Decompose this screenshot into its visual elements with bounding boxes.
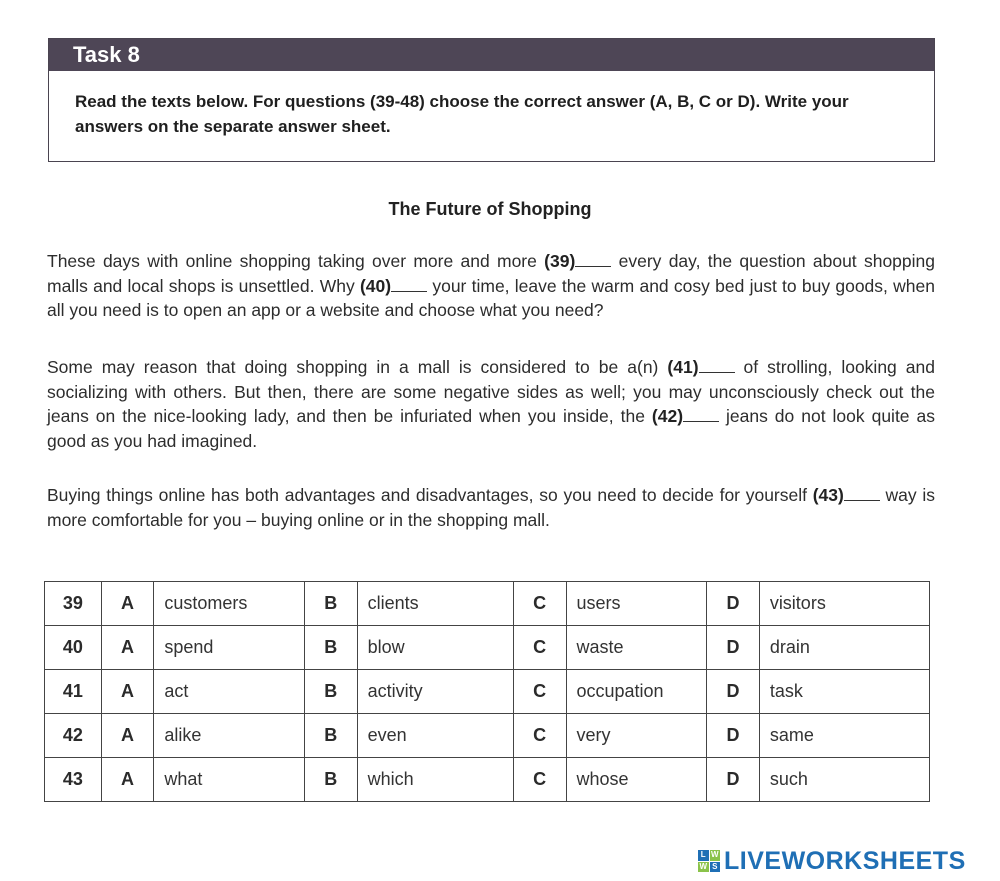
task-header: Task 8 — [49, 39, 934, 71]
task-box — [48, 38, 935, 162]
option-letter-d: D — [707, 758, 760, 802]
table-row — [45, 670, 930, 714]
option-d[interactable]: task — [759, 670, 929, 714]
logo-icon-letter: L — [698, 850, 709, 861]
gap-blank-39[interactable] — [575, 252, 611, 267]
option-b[interactable]: even — [357, 714, 513, 758]
option-letter-d: D — [707, 670, 760, 714]
logo-icon-letter: S — [710, 862, 721, 873]
option-letter-b: B — [304, 582, 357, 626]
option-letter-d: D — [707, 714, 760, 758]
option-letter-a: A — [101, 714, 154, 758]
option-letter-a: A — [101, 582, 154, 626]
logo-text: LIVEWORKSHEETS — [724, 846, 966, 875]
logo-icon-letter: W — [710, 850, 719, 859]
text-title: The Future of Shopping — [388, 199, 592, 219]
option-letter-c: C — [513, 758, 566, 802]
paragraph-text: way is more comfortable for you – buying online or in the shopping mall. — [47, 485, 936, 530]
gap-label-42: (42) — [651, 406, 684, 426]
option-letter-b: B — [304, 758, 357, 802]
option-a[interactable]: what — [154, 758, 305, 802]
option-d[interactable]: same — [759, 714, 929, 758]
option-a[interactable]: alike — [154, 714, 305, 758]
option-letter-c: C — [513, 670, 566, 714]
option-d[interactable]: visitors — [759, 582, 929, 626]
option-letter-a: A — [101, 626, 154, 670]
question-number: 42 — [45, 714, 102, 758]
paragraph-text: These days with online shopping taking over more and more — [47, 251, 545, 271]
paragraph-1 — [47, 249, 935, 323]
paragraph-text: your time, leave the warm and cosy bed just to buy goods, when all you need is to open an app or a website and choose what you need? — [47, 275, 935, 320]
option-letter-a: A — [101, 670, 154, 714]
paragraph-3 — [47, 483, 935, 532]
option-d[interactable]: such — [759, 758, 929, 802]
question-number: 40 — [45, 626, 102, 670]
paragraph-text: jeans do not look quite as good as you had imagined. — [47, 406, 935, 451]
option-a[interactable]: act — [154, 670, 305, 714]
table-row — [45, 758, 930, 802]
option-c[interactable]: whose — [566, 758, 707, 802]
question-number: 41 — [45, 670, 102, 714]
option-letter-c: C — [513, 714, 566, 758]
gap-label-41: (41) — [667, 357, 699, 377]
liveworksheets-logo[interactable] — [698, 846, 966, 876]
gap-blank-41[interactable] — [699, 358, 735, 373]
question-number: 39 — [45, 582, 102, 626]
option-letter-b: B — [304, 626, 357, 670]
paragraph-2 — [47, 355, 935, 453]
option-c[interactable]: occupation — [566, 670, 707, 714]
option-a[interactable]: spend — [154, 626, 305, 670]
option-b[interactable]: blow — [357, 626, 513, 670]
question-number: 43 — [45, 758, 102, 802]
paragraph-text: Buying things online has both advantages and disadvantages, so you need to decide for yourself — [47, 485, 813, 505]
option-letter-b: B — [304, 670, 357, 714]
option-letter-d: D — [707, 626, 760, 670]
option-c[interactable]: waste — [566, 626, 707, 670]
gap-label-40: (40) — [359, 275, 392, 296]
gap-label-43: (43) — [812, 485, 844, 505]
liveworksheets-icon — [698, 850, 720, 872]
option-b[interactable]: activity — [357, 670, 513, 714]
logo-icon-letter: W — [699, 861, 708, 871]
option-c[interactable]: very — [566, 714, 707, 758]
option-a[interactable]: customers — [154, 582, 305, 626]
option-letter-a: A — [101, 758, 154, 802]
gap-label-39: (39) — [544, 251, 576, 271]
gap-blank-42[interactable] — [683, 407, 719, 422]
gap-blank-43[interactable] — [844, 486, 880, 501]
paragraph-text: of strolling, looking and socializing with others. But then, there are some negative sides as well; you may unconsciously check out the jeans on the nice-looking lady, and then be infuriated when you inside, the — [47, 357, 936, 426]
option-b[interactable]: clients — [357, 582, 513, 626]
option-c[interactable]: users — [566, 582, 707, 626]
option-letter-c: C — [513, 626, 566, 670]
option-letter-c: C — [513, 582, 566, 626]
option-b[interactable]: which — [357, 758, 513, 802]
table-row — [45, 714, 930, 758]
paragraph-text: every day, the question about shopping malls and local shops is unsettled. Why — [47, 251, 936, 296]
option-letter-d: D — [707, 582, 760, 626]
paragraph-text: Some may reason that doing shopping in a mall is considered to be a(n) — [47, 357, 668, 377]
table-row — [45, 626, 930, 670]
gap-blank-40[interactable] — [391, 277, 427, 292]
answer-options-table — [44, 581, 930, 802]
table-row — [45, 582, 930, 626]
option-d[interactable]: drain — [759, 626, 929, 670]
option-letter-b: B — [304, 714, 357, 758]
task-instructions: Read the texts below. For questions (39-48) choose the correct answer (A, B, C or D). Write your answers on the separate answer sheet. — [75, 92, 849, 136]
